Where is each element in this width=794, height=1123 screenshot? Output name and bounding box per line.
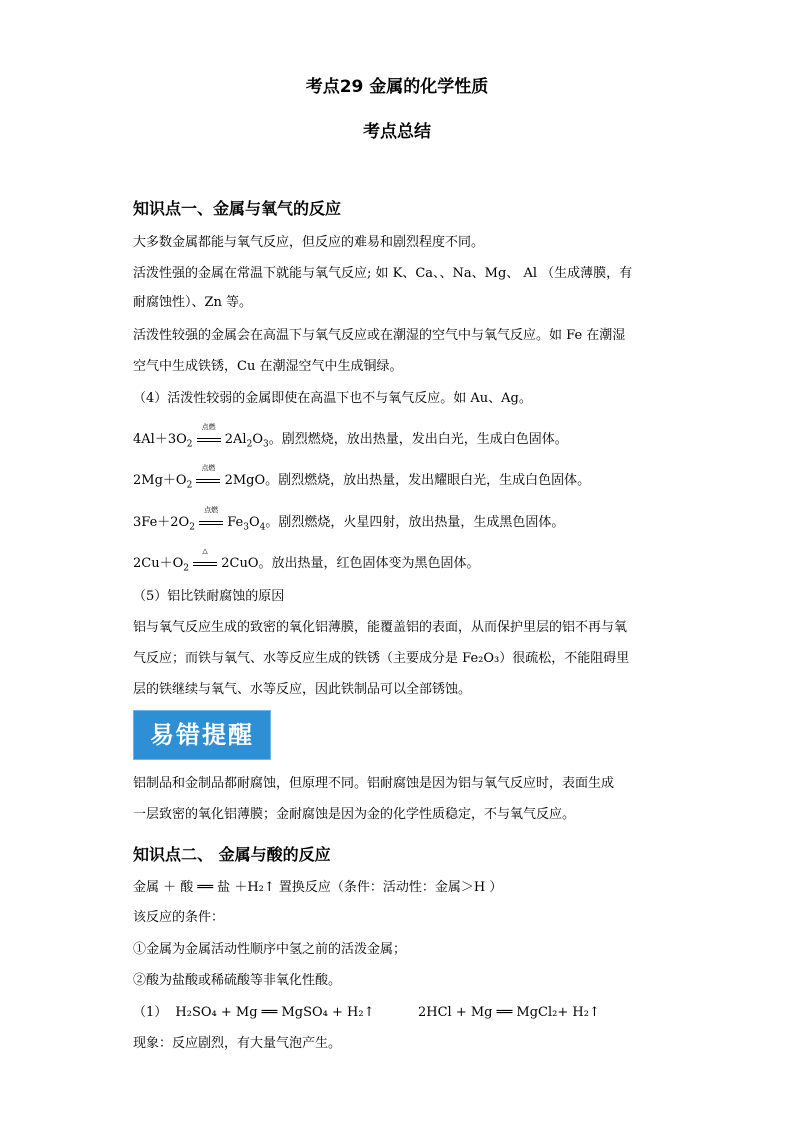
paragraph-line: 耐腐蚀性）、Zn 等。 (133, 295, 253, 310)
equation-iron-oxygen: $3Fe+2O_2$ 点燃 $Fe_3O_4$。剧烈燃烧，火星四射，放出热量，生成黑色固体。 (133, 506, 565, 533)
equation-hydrochloric-acid-mg: 2HCl + Mg ══ MgCl₂+ H₂↑ (418, 1005, 600, 1020)
document-subtitle: 考点总结 (363, 122, 431, 142)
paragraph-line: 铝与氧气反应生成的致密的氧化铝薄膜，能覆盖铝的表面，从而保护里层的铝不再与氧 (133, 620, 628, 635)
document-title: 考点29 金属的化学性质 (305, 77, 489, 97)
general-formula: 金属 ＋ 酸 ══ 盐 ＋H₂↑ 置换反应（条件：活动性：金属＞H ） (133, 880, 503, 895)
reaction-arrow: 点燃 (197, 432, 221, 447)
phenomenon: 现象：反应剧烈，有大量气泡产生。 (133, 1036, 342, 1051)
condition-title: 该反应的条件： (133, 910, 225, 925)
equation-aluminum-oxygen: $4Al+3O_2$ 点燃 $2Al_2O_3$。剧烈燃烧，放出热量，发出白光，生成白色固体。 (133, 423, 568, 450)
paragraph-line: 活泼性较强的金属会在高温下与氧气反应或在潮湿的空气中与氧气反应。如 Fe 在潮湿 (133, 328, 626, 343)
tip-line: 铝制品和金制品都耐腐蚀，但原理不同。铝耐腐蚀是因为铝与氧气反应时，表面生成 (133, 776, 615, 791)
reaction-arrow: 点燃 (199, 515, 223, 530)
item5-title: （5）铝比铁耐腐蚀的原因 (133, 589, 285, 604)
paragraph-line: 空气中生成铁锈，Cu 在潮湿空气中生成铜绿。 (133, 359, 403, 374)
section1-heading: 知识点一、金属与氧气的反应 (133, 199, 342, 218)
condition-1: ①金属为金属活动性顺序中氢之前的活泼金属； (133, 942, 407, 957)
paragraph-line: 层的铁继续与氧气、水等反应，因此铁制品可以全部锈蚀。 (133, 682, 472, 697)
condition-2: ②酸为盐酸或稀硫酸等非氧化性酸。 (133, 973, 342, 988)
tip-line: 一层致密的氧化铝薄膜；金耐腐蚀是因为金的化学性质稳定，不与氧气反应。 (133, 807, 576, 822)
equation-label: （1） (133, 1005, 168, 1020)
paragraph-line: 气反应；而铁与氧气、水等反应生成的铁锈（主要成分是 Fe₂O₃）很疏松，不能阻碍里 (133, 651, 630, 666)
section2-heading: 知识点二、 金属与酸的反应 (133, 845, 331, 864)
banner-label: 易错提醒 (150, 720, 254, 749)
paragraph-line: 活泼性强的金属在常温下就能与氧气反应; 如 K、Ca、、Na、Mg、 Al （生成薄膜，有 (133, 266, 633, 281)
paragraph-line: 大多数金属都能与氧气反应，但反应的难易和剧烈程度不同。 (133, 235, 485, 250)
acid-equations-row (133, 1003, 673, 1023)
paragraph-line: （4）活泼性较弱的金属即使在高温下也不与氧气反应。如 Au、Ag。 (133, 391, 532, 406)
equation-sulfuric-acid-mg: H₂SO₄ + Mg ══ MgSO₄ + H₂↑ (175, 1005, 375, 1020)
equation-magnesium-oxygen: $2Mg+O_2$ 点燃 2MgO。剧烈燃烧，放出热量，发出耀眼白光，生成白色固体。 (133, 464, 591, 491)
error-tip-banner (133, 710, 271, 760)
reaction-arrow: △ (193, 556, 217, 571)
reaction-arrow: 点燃 (196, 473, 220, 488)
equation-copper-oxygen: $2Cu+O_2$ △ 2CuO。放出热量，红色固体变为黑色固体。 (133, 547, 480, 574)
